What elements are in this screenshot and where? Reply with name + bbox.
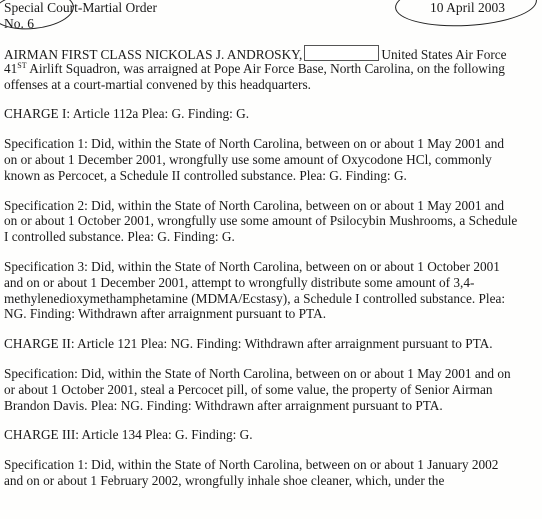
charge-1-heading: CHARGE I: Article 112a Plea: G. Finding: G. xyxy=(4,106,250,122)
charge-1-spec-3-line: and on or about 1 December 2001, attempt to wrongfully distribute some amount of 3,4- xyxy=(4,274,475,290)
charge-1-spec-2-line: I controlled substance. Plea: G. Finding: G. xyxy=(4,229,235,245)
charge-1-spec-3-line: NG. Finding: Withdrawn after arraignment pursuant to PTA. xyxy=(4,306,327,322)
order-header xyxy=(4,0,157,32)
charge-1-spec-3-line: Specification 3: Did, within the State of North Carolina, between on or about 1 October 2001 xyxy=(4,258,500,274)
charge-3-spec-1-line: Specification 1: Did, within the State of North Carolina, between on or about 1 January 2002 xyxy=(4,457,499,473)
charge-1-spec-3-line: methylenedioxymethamphetamine (MDMA/Ecstasy), a Schedule I controlled substance. Plea: xyxy=(4,290,506,306)
intro-line-2: 41ST Airlift Squadron, was arraigned at Pope Air Force Base, North Carolina, on the following xyxy=(4,60,505,76)
charge-2-spec-line: Brandon Davis. Plea: NG. Finding: Withdrawn after arraignment pursuant to PTA. xyxy=(4,397,443,413)
charge-1-spec-1-line: Specification 1: Did, within the State of North Carolina, between on or about 1 May 2001 and xyxy=(4,136,505,152)
charge-1-spec-2-line: on or about 1 October 2001, wrongfully use some amount of Psilocybin Mushrooms, a Schedule xyxy=(4,213,518,229)
charge-2-spec-line: Specification: Did, within the State of North Carolina, between on or about 1 May 2001 and on xyxy=(4,365,511,381)
charge-2-heading: CHARGE II: Article 121 Plea: NG. Finding: Withdrawn after arraignment pursuant to PTA. xyxy=(4,336,493,352)
order-title: Special Court-Martial Order xyxy=(4,0,157,15)
redaction-box xyxy=(304,45,379,61)
charge-1-spec-1-line: known as Percocet, a Schedule II controlled substance. Plea: G. Finding: G. xyxy=(4,167,407,183)
order-number: No. 6 xyxy=(4,16,34,31)
charge-1-spec-1-line: on or about 1 December 2001, wrongfully use some amount of Oxycodone HCl, commonly xyxy=(4,151,492,167)
intro-line-3: offenses at a court-martial convened by this headquarters. xyxy=(4,76,311,92)
charge-3-heading: CHARGE III: Article 134 Plea: G. Finding: G. xyxy=(4,427,253,443)
charge-2-spec-line: or about 1 October 2001, steal a Percocet pill, of some value, the property of Senior Airman xyxy=(4,381,493,397)
order-date: 10 April 2003 xyxy=(430,0,506,15)
charge-3-spec-1-line: and on or about 1 February 2002, wrongfully inhale shoe cleaner, which, under the xyxy=(4,472,445,488)
charge-1-spec-2-line: Specification 2: Did, within the State of North Carolina, between on or about 1 May 2001 and xyxy=(4,197,505,213)
intro-line-1: AIRMAN FIRST CLASS NICKOLAS J. ANDROSKY, United States Air Force xyxy=(4,47,507,62)
document-body xyxy=(4,45,542,489)
